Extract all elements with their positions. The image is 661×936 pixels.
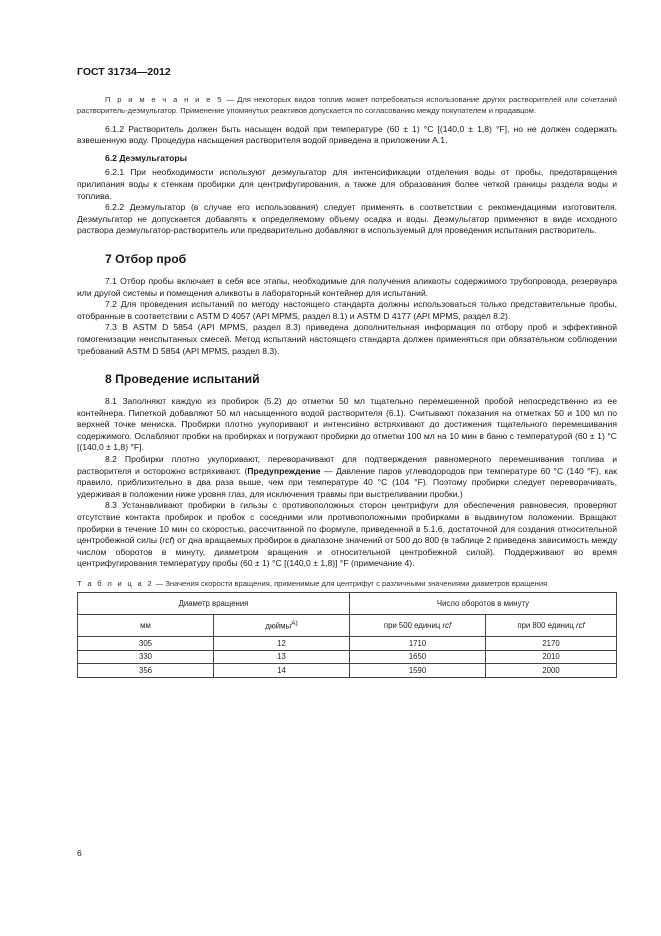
cell-inch: 12	[214, 637, 350, 651]
col-500-rcf-term: rcf	[442, 621, 452, 630]
rcf-term: rcf	[162, 535, 172, 546]
section-6-2-title: 6.2 Деэмульгаторы	[105, 152, 187, 163]
section-8-title: 8 Проведение испытаний	[105, 372, 260, 387]
note-5-text: — Для некоторых видов топлив может потребоваться использование других растворителей или сочетаний растворитель-деэмульгатор. Применение упомянутых реактивов допускается по согласованию между покупателем и продавцом.	[77, 95, 618, 116]
note-5-label: П р и м е ч а н и е 5	[105, 95, 224, 104]
table-row	[78, 664, 617, 678]
table-2-label: Т а б л и ц а 2	[77, 579, 154, 588]
note-5	[77, 94, 617, 117]
paragraph-8-2	[77, 454, 617, 500]
paragraph-8-1: 8.1 Заполняют каждую из пробирок (5.2) до отметки 50 мл тщательно перемешенной пробой непосредственно из ее контейнера. Пипеткой добавляют 50 мл насыщенного водой растворителя (6.1). Считывают показания на отметках 50 и 100 мл по верхней точке мениска. Пробирки плотно укупоривают и интенсивно встряхивают до достижения тщательного перемешивания содержимого. Ослабляют пробки на пробирках и погружают пробирки до отметки 100 мл на 10 мин в баню с температурой (60 ± 1) °С [(140,0 ± 1,8) °F].	[77, 396, 617, 453]
rotation-speed-table	[77, 592, 617, 678]
paragraph-8-2-start: 8.2 Пробирки плотно укупоривают, переворачивают для подтверждения равномерного перемешивания топлива и растворителя и осторожно встряхивают. (	[77, 454, 617, 476]
cell-rpm-800: 2170	[486, 637, 617, 651]
col-inch	[214, 615, 350, 637]
paragraph-6-1-2: 6.1.2 Растворитель должен быть насыщен водой при температуре (60 ± 1) °С [(140,0 ± 1,8) °F], но не должен содержать взвешенную воду. Процедура насыщения растворителя водой приведена в приложении А.1.	[77, 123, 617, 146]
section-7-title: 7 Отбор проб	[105, 251, 187, 266]
cell-inch: 14	[214, 664, 350, 678]
page-content	[77, 94, 617, 678]
paragraph-8-2-end: — Давление паров углеводородов при температуре 60 °С (140 °F), как правило, приблизительно в два раза выше, чем при температуре 40 °С (104 °F). Поэтому пробирки следует переворачивать, удерживая в положении ниже уровня глаз, для исключения травмы при выстреливании пробки.)	[77, 465, 617, 499]
col-inch-footnote: А)	[291, 620, 298, 628]
cell-rpm-800: 2000	[486, 664, 617, 678]
table-row	[78, 650, 617, 664]
cell-inch: 13	[214, 650, 350, 664]
cell-mm: 305	[78, 637, 214, 651]
paragraph-6-2-2: 6.2.2 Деэмульгатор (в случае его использования) следует применять в соответствии с рекомендациями изготовителя. Деэмульгатор не допускается добавлять к определяемому объему осадка и воды. Деэмульгатор применяют в виде исходного раствора деэмульгатор-растворитель или предварительно добавляют в используемый для проведения испытания растворитель.	[77, 202, 617, 236]
col-mm: мм	[78, 615, 214, 637]
cell-rpm-500: 1590	[350, 664, 486, 678]
col-500-rcf	[350, 615, 486, 637]
paragraph-8-3-start: 8.3 Устанавливают пробирки в гильзы с противоположных сторон центрифуги для обеспечения равновесия, проверяют отсутствие контакта пробирок и пробок с соседними или противоположными пробирками в выдвинутом положении. Вращают пробирки в течение 10 мин со скоростью, рассчитанной по формуле, приведенной в 5.1.6, достаточной для создания относительной центробежной силы (	[77, 500, 617, 546]
header-diameter: Диаметр вращения	[78, 593, 350, 615]
col-800-rcf	[486, 615, 617, 637]
page-number: 6	[77, 848, 82, 858]
table-2-caption	[77, 578, 617, 589]
paragraph-7-2: 7.2 Для проведения испытаний по методу настоящего стандарта должны использоваться только представительные пробы, отобранные в соответствии с ASTM D 4057 (API MPMS, раздел 8.1) и ASTM D 4177 (API MPMS, раздел 8.2).	[77, 299, 617, 321]
paragraph-7-3: 7.3 В ASTM D 5854 (API MPMS, раздел 8.3) приведена дополнительная информация по отбору проб и эффективной гомогенизации неиспытанных смесей. Метод испытаний настоящего стандарта должен применяться при обязательном соблюдении требований ASTM D 5854 (API MPMS, раздел 8.3).	[77, 322, 617, 356]
paragraph-8-3	[77, 500, 617, 570]
cell-mm: 330	[78, 650, 214, 664]
col-500-label: при 500 единиц	[383, 621, 443, 630]
cell-rpm-500: 1650	[350, 650, 486, 664]
col-800-label: при 800 единиц	[517, 621, 576, 630]
cell-rpm-800: 2010	[486, 650, 617, 664]
table-2-caption-text: — Значения скорости вращения, применимые для центрифуг с различными значениями диаметров вращения	[153, 579, 548, 588]
warning-label: Предупреждение	[247, 465, 321, 476]
paragraph-6-2-1: 6.2.1 При необходимости используют деэмульгатор для интенсификации отделения воды от пробы, предотвращения прилипания воды к стенкам пробирки для центрифугирования, а также для образования более четкой границы раздела воды и топлива.	[77, 167, 617, 201]
cell-rpm-500: 1710	[350, 637, 486, 651]
col-800-rcf-term: rcf	[575, 621, 585, 630]
col-inch-label: дюймы	[265, 621, 292, 631]
header-rpm: Число оборотов в минуту	[350, 593, 617, 615]
standard-id: ГОСТ 31734—2012	[77, 66, 171, 78]
table-row	[78, 637, 617, 651]
cell-mm: 356	[78, 664, 214, 678]
paragraph-8-3-end: ) от дна вращаемых пробирок в диапазоне значений от 500 до 800 (в таблице 2 приведена зависимость между числом оборотов в минуту, диаметром вращения и относительной центробежной силой). Поддерживают во время центрифугирования температуру пробы (60 ± 1) °С [(140,0 ± 1,8)] °F (примечание 4).	[77, 535, 617, 569]
paragraph-7-1: 7.1 Отбор пробы включает в себя все этапы, необходимые для получения аликвоты содержимого трубопровода, резервуара или другой системы и помещения аликвоты в лабораторный контейнер для испытаний.	[77, 275, 617, 298]
